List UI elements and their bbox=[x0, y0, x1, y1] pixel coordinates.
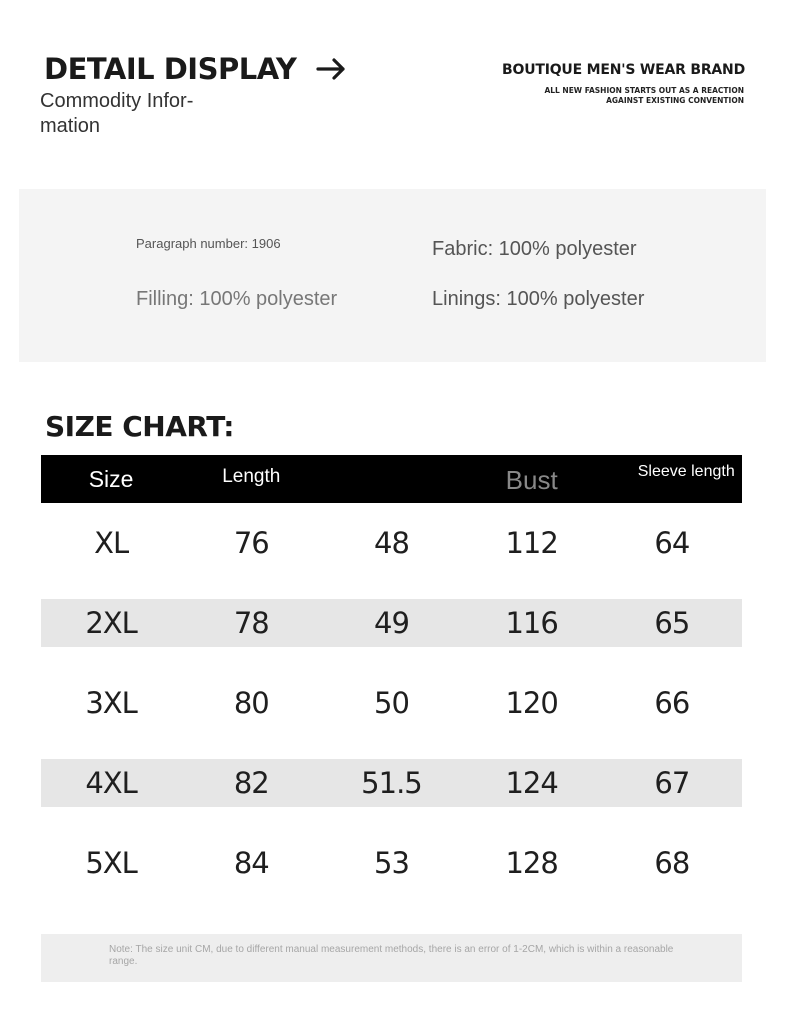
cell-size: 2XL bbox=[85, 606, 137, 640]
section-subtitle: Commodity Infor-mation bbox=[40, 90, 194, 137]
cell-sleeve-length: 67 bbox=[654, 766, 690, 800]
table-row-band bbox=[41, 519, 742, 567]
table-row bbox=[41, 663, 742, 743]
table-row-band bbox=[41, 599, 742, 647]
table-row-band bbox=[41, 839, 742, 887]
cell-size: 5XL bbox=[85, 846, 137, 880]
cell-col3: 51.5 bbox=[361, 766, 422, 800]
cell-length: 84 bbox=[233, 846, 269, 880]
cell-col3: 48 bbox=[374, 526, 409, 560]
cell-sleeve-length: 64 bbox=[654, 526, 690, 560]
cell-size: 4XL bbox=[85, 766, 137, 800]
cell-length: 82 bbox=[233, 766, 269, 800]
cell-col3: 49 bbox=[374, 606, 409, 640]
cell-bust: 112 bbox=[505, 526, 558, 560]
fabric-info: Fabric: 100% polyester bbox=[432, 238, 637, 260]
cell-bust: 116 bbox=[505, 606, 558, 640]
cell-bust: 120 bbox=[505, 686, 558, 720]
size-table-body bbox=[41, 503, 742, 903]
size-table bbox=[41, 455, 742, 903]
table-row bbox=[41, 743, 742, 823]
cell-col3: 50 bbox=[374, 686, 409, 720]
cell-sleeve-length: 66 bbox=[654, 686, 690, 720]
arrow-right-icon bbox=[316, 56, 348, 82]
table-row-band bbox=[41, 679, 742, 727]
cell-size: 3XL bbox=[85, 686, 137, 720]
table-row bbox=[41, 503, 742, 583]
cell-size: XL bbox=[94, 526, 129, 560]
cell-length: 80 bbox=[233, 686, 269, 720]
header-length: Length bbox=[222, 466, 281, 487]
cell-length: 78 bbox=[233, 606, 269, 640]
cell-length: 76 bbox=[233, 526, 269, 560]
cell-col3: 53 bbox=[374, 846, 409, 880]
size-note: Note: The size unit CM, due to different manual measurement methods, there is an error of 1-2CM, which is within a reasonable range. bbox=[109, 944, 674, 967]
size-table-header bbox=[41, 455, 742, 503]
commodity-info-panel bbox=[19, 189, 766, 362]
header-blank bbox=[321, 455, 461, 503]
paragraph-number: Paragraph number: 1906 bbox=[136, 236, 281, 251]
table-row bbox=[41, 583, 742, 663]
header-size: Size bbox=[88, 466, 134, 492]
table-row-band bbox=[41, 759, 742, 807]
page-title: DETAIL DISPLAY bbox=[44, 52, 297, 86]
cell-bust: 128 bbox=[505, 846, 558, 880]
brand-name: BOUTIQUE MEN'S WEAR BRAND bbox=[502, 62, 745, 78]
size-chart-title: SIZE CHART: bbox=[45, 410, 234, 443]
filling-info: Filling: 100% polyester bbox=[136, 288, 338, 310]
cell-bust: 124 bbox=[505, 766, 558, 800]
header-bust: Bust bbox=[505, 465, 558, 495]
header-sleeve-length: Sleeve length bbox=[637, 463, 735, 480]
cell-sleeve-length: 65 bbox=[654, 606, 690, 640]
cell-sleeve-length: 68 bbox=[654, 846, 690, 880]
linings-info: Linings: 100% polyester bbox=[432, 288, 645, 310]
table-row bbox=[41, 823, 742, 903]
brand-tagline: ALL NEW FASHION STARTS OUT AS A REACTION AGAINST EXISTING CONVENTION bbox=[544, 86, 744, 105]
